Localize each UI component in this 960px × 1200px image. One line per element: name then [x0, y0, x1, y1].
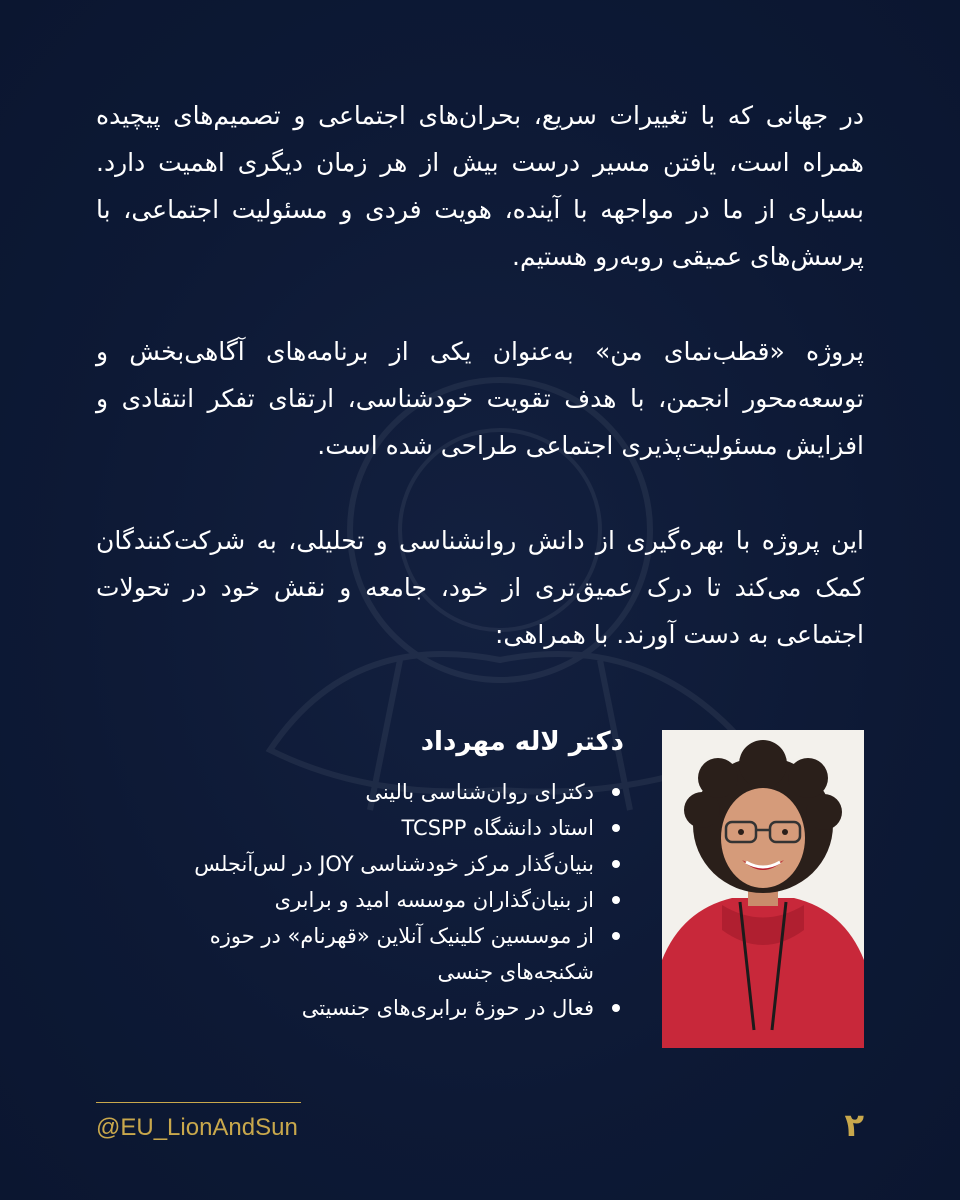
intro-paragraph-3: این پروژه با بهره‌گیری از دانش روانشناسی و تحلیلی، به شرکت‌کنندگان کمک می‌کند تا درک عمیق‌تری از خود، جامعه و نقش خود در تحولات اجتماعی به دست آورند. با همراهی:: [96, 526, 864, 649]
intro-text: [96, 92, 864, 706]
list-item: [124, 918, 624, 990]
bio-text: [124, 720, 624, 1026]
list-item-text: از موسسین کلینیک آنلاین «قهرنام» در حوزه شکنجه‌های جنسی: [209, 924, 594, 984]
list-item-text: استاد دانشگاه TCSPP: [401, 816, 594, 840]
bullet-icon: [612, 896, 620, 904]
list-item-text: فعال در حوزهٔ برابری‌های جنسیتی: [301, 996, 594, 1020]
list-item: [124, 774, 624, 810]
bio-section: [96, 720, 864, 1060]
bullet-icon: [612, 824, 620, 832]
bullet-icon: [612, 860, 620, 868]
list-item-text: از بنیان‌گذاران موسسه امید و برابری: [274, 888, 594, 912]
intro-paragraph-2: پروژه «قطب‌نمای من» به‌عنوان یکی از برنامه‌های آگاهی‌بخش و توسعه‌محور انجمن، با هدف تقویت خودشناسی، ارتقای تفکر انتقادی و افزایش مسئولیت‌پذیری اجتماعی طراحی شده است.: [96, 337, 864, 460]
list-item: [124, 990, 624, 1026]
portrait-illustration: [662, 730, 864, 1048]
intro-paragraph-1: در جهانی که با تغییرات سریع، بحران‌های اجتماعی و تصمیم‌های پیچیده همراه است، یافتن مسیر درست بیش از هر زمان دیگری اهمیت دارد. بسیاری از ما در مواجهه با آینده، هویت فردی و مسئولیت اجتماعی، با پرسش‌های عمیقی روبه‌رو هستیم.: [96, 101, 864, 271]
bullet-icon: [612, 932, 620, 940]
list-item: [124, 810, 624, 846]
bullet-icon: [612, 788, 620, 796]
page-number: ۲: [844, 1106, 864, 1144]
bullet-icon: [612, 1004, 620, 1012]
list-item: [124, 882, 624, 918]
social-handle: @EU_LionAndSun: [96, 1114, 298, 1141]
list-item-text: بنیان‌گذار مرکز خودشناسی JOY در لس‌آنجلس: [194, 852, 594, 876]
bio-list: [124, 774, 624, 1026]
footer-divider: [96, 1102, 301, 1103]
list-item-text: دکترای روان‌شناسی بالینی: [365, 780, 594, 804]
bio-name: دکتر لاله مهرداد: [420, 727, 624, 757]
list-item: [124, 846, 624, 882]
portrait-photo: [662, 730, 864, 1048]
